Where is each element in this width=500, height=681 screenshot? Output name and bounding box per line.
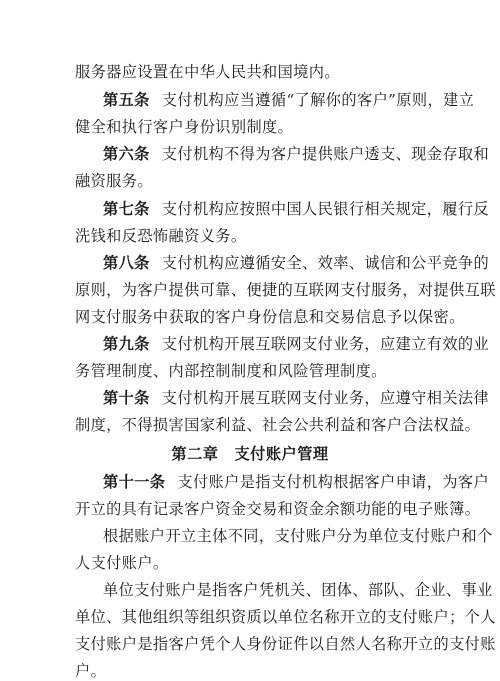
article-label: 第十一条	[103, 473, 166, 491]
article-7-line	[103, 199, 489, 219]
article-label: 第五条	[103, 91, 150, 109]
chapter-number: 第二章	[171, 445, 219, 463]
chapter-heading	[0, 444, 500, 464]
text-line: 洗钱和反恐怖融资义务。	[75, 227, 247, 245]
article-text: 支付机构不得为客户提供账户透支、现金存取和	[161, 145, 490, 163]
text-line: 根据账户开立主体不同，支付账户分为单位支付账户和个	[103, 527, 493, 545]
text-line: 人支付账户。	[75, 554, 169, 572]
article-label: 第十条	[103, 389, 150, 407]
text-line: 融资服务。	[75, 172, 153, 190]
article-text: 支付机构开展互联网支付业务，应建立有效的业	[161, 335, 490, 353]
article-5-line	[103, 90, 474, 110]
article-text: 支付机构开展互联网支付业务，应遵守相关法律	[161, 389, 490, 407]
chapter-title: 支付账户管理	[234, 445, 329, 463]
article-9-line	[103, 334, 489, 354]
article-text: 支付账户是指支付机构根据客户申请，为客户	[177, 473, 490, 491]
text-line: 务管理制度、内部控制制度和风险管理制度。	[75, 362, 387, 380]
text-line: 支付账户是指客户凭个人身份证件以自然人名称开立的支付账	[75, 635, 496, 653]
article-label: 第八条	[103, 254, 150, 272]
text-line: 单位、其他组织等组织资质以单位名称开立的支付账户；个人	[75, 608, 496, 626]
text-line: 网支付服务中获取的客户身份信息和交易信息予以保密。	[75, 308, 465, 326]
article-10-line	[103, 388, 489, 408]
article-text: 支付机构应当遵循“了解你的客户”原则，建立	[161, 91, 475, 109]
article-11-line	[103, 472, 489, 492]
text-line: 制度，不得损害国家利益、社会公共利益和客户合法权益。	[75, 416, 481, 434]
article-8-line	[103, 253, 489, 273]
text-line: 服务器应设置在中华人民共和国境内。	[75, 63, 340, 81]
text-line: 户。	[75, 662, 107, 680]
article-text: 支付机构应按照中国人民银行相关规定，履行反	[161, 200, 490, 218]
article-6-line	[103, 144, 489, 164]
text-line: 健全和执行客户身份识别制度。	[75, 118, 294, 136]
article-label: 第六条	[103, 145, 150, 163]
text-line: 开立的具有记录客户资金交易和资金余额功能的电子账簿。	[75, 500, 481, 518]
article-label: 第七条	[103, 200, 150, 218]
article-label: 第九条	[103, 335, 150, 353]
article-text: 支付机构应遵循安全、效率、诚信和公平竞争的	[161, 254, 490, 272]
text-line: 原则，为客户提供可靠、便捷的互联网支付服务，对提供互联	[75, 281, 496, 299]
text-line: 单位支付账户是指客户凭机关、团体、部队、企业、事业	[103, 581, 493, 599]
